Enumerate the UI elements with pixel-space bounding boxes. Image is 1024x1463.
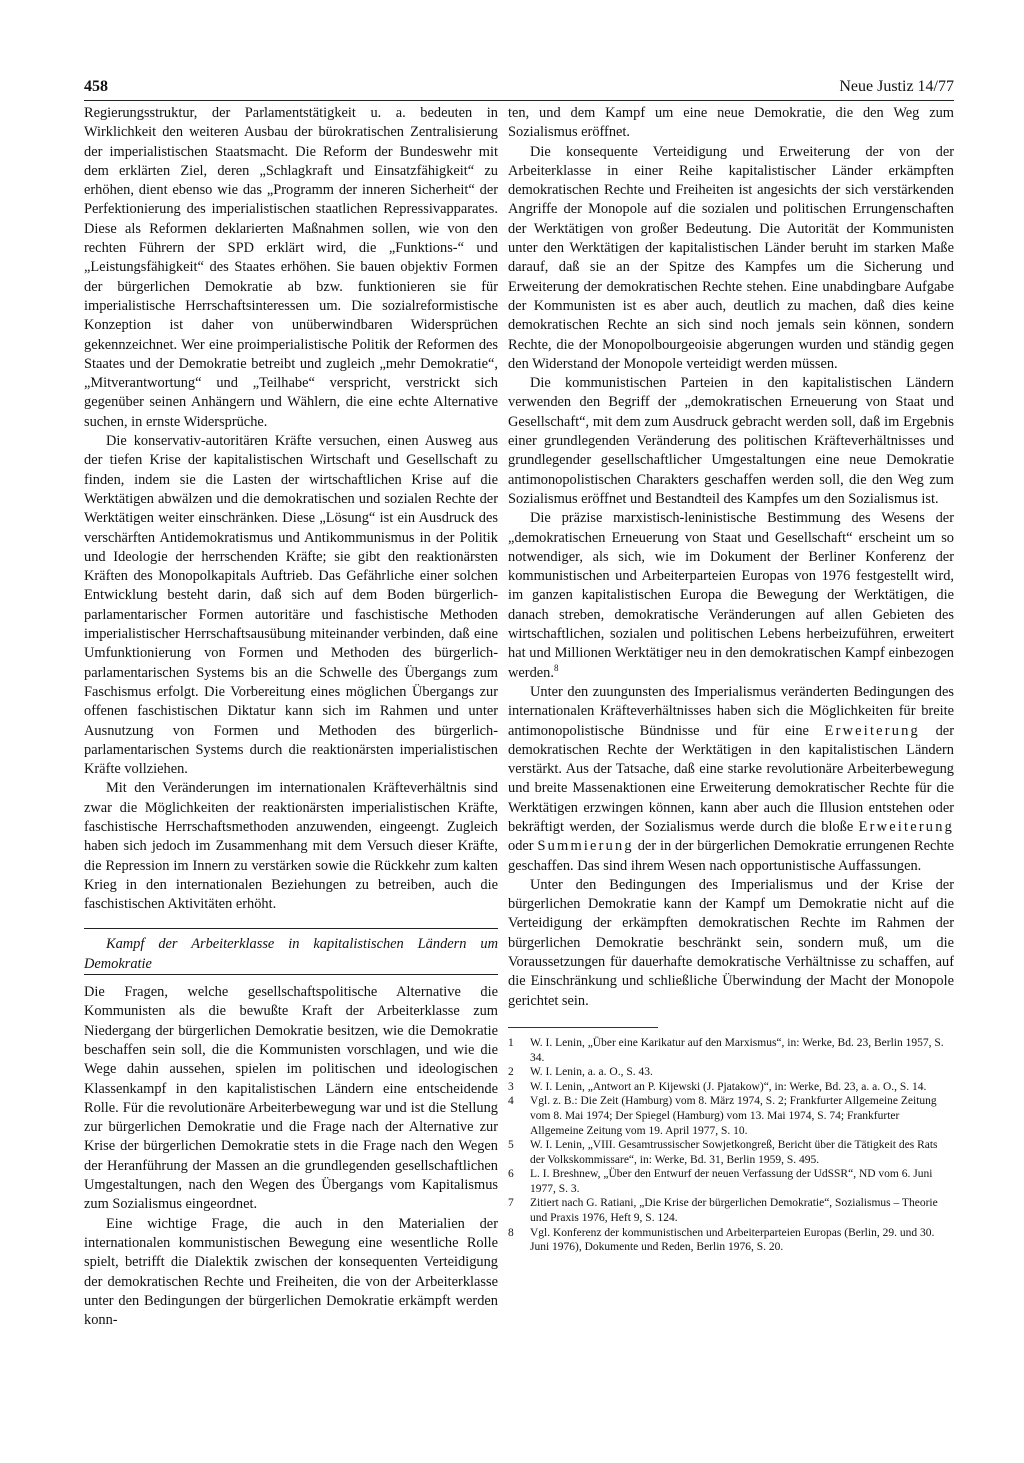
footnote-number: 5: [508, 1139, 514, 1152]
footnote: [508, 1196, 954, 1225]
paragraph: ten, und dem Kampf um eine neue Demokratie, die den Weg zum Sozialismus eröffnet.: [508, 105, 954, 141]
paragraph: Die konsequente Verteidigung und Erweiterung der von der Arbeiterklasse in einer Reihe kapitalistischer Länder erkämpften demokratischen Rechte und Freiheiten ist angesichts der sich verstärkenden Angriffe der Monopole auf die sozialen und politischen Errungenschaften der Werktätigen von großer Bedeutung. Die Autorität der Kommunisten unter den Werktätigen der kapitalistischen Länder beruht im starken Maße darauf, daß sie an der Spitze des Kampfes um die Sicherung und Erweiterung der demokratischen Rechte stehen. Eine unabdingbare Aufgabe der Kommunisten ist es aber auch, deutlich zu machen, daß dies keine demokratischen Rechte an sich sind noch jemals sein können, sondern Rechte, die der Monopolbourgeoisie abgerungen wurden und ständig gegen den Widerstand der Monopole verteidigt werden müssen.: [508, 143, 954, 372]
footnote: [508, 1226, 954, 1255]
footnote-number: 7: [508, 1197, 514, 1210]
footnote-separator: [508, 1027, 658, 1028]
paragraph: [508, 683, 954, 876]
paragraph-text: Die präzise marxistisch-leninistische Bestimmung des Wesens der „demokratischen Erneuerung von Staat und Gesellschaft“ erscheint um so notwendiger, als sich, wie im Dokument der Berliner Konferenz der kommunistischen und Arbeiterparteien Europas von 1976 festgestellt wird, im ganzen kapitalistischen Europa die Bewegung der Werktätigen, die danach streben, demokratische Veränderungen auf allen Gebieten des wirtschaftlichen, sozialen und politischen Lebens herbeizuführen, erweitert hat und Millionen Werktätiger neu in den demokratischen Kampf einbezogen werden.: [508, 510, 954, 681]
footnote-text: W. I. Lenin, a. a. O., S. 43.: [530, 1066, 653, 1079]
paragraph-text: der in der bürgerlichen Demokratie errungenen Rechte geschaffen. Das sind ihrem Wesen nach opportunistische Auffassungen.: [508, 838, 954, 874]
page-header: [84, 78, 954, 101]
paragraph: [508, 509, 954, 683]
section-heading: Kampf der Arbeiterklasse in kapitalistischen Ländern um Demokratie: [84, 936, 498, 972]
footnote-number: 8: [508, 1226, 514, 1239]
footnote: [508, 1167, 954, 1196]
paragraph: Die kommunistischen Parteien in den kapitalistischen Ländern verwenden den Begriff der „demokratischen Erneuerung von Staat und Gesellschaft“, mit dem zum Ausdruck gebracht werden soll, daß im Ergebnis einer grundlegenden Veränderung des politischen Kräfteverhältnisses und grundlegender gesellschaftlicher Umgestaltungen eine neue Demokratie antimonopolistischen Charakters geschaffen werden soll, die den Weg zum Sozialismus eröffnet und Bestandteil des Kampfes um den Sozialismus ist.: [508, 375, 954, 507]
paragraph: Die Fragen, welche gesellschaftspolitische Alternative die Kommunisten als die bewußte Kraft der Arbeiterklasse zum Niedergang der bürgerlichen Demokratie besitzen, wie die Demokratie beschaffen sein soll, die die Kommunisten vorschlagen, und wie die Wege dahin aussehen, spielen im politischen und ideologischen Klassenkampf in den kapitalistischen Ländern eine entscheidende Rolle. Für die revolutionäre Arbeiterbewegung war und ist die Stellung zur bürgerlichen Demokratie und die Frage nach der Alternative zur Krise der bürgerlichen Demokratie stets in die Frage nach den Wegen der Heranführung der Massen an die grundlegenden gesellschaftlichen Umgestaltungen, nach den Wegen des Übergangs vom Kapitalismus zum Sozialismus eingeordnet.: [84, 984, 498, 1213]
paragraph-text: oder: [508, 838, 538, 855]
journal-issue: Neue Justiz 14/77: [839, 78, 954, 95]
footnote-text: Zitiert nach G. Ratiani, „Die Krise der bürgerlichen Demokratie“, Sozialismus – Theorie und Praxis 1976, Heft 9, S. 124.: [530, 1197, 938, 1225]
footnote-number: 2: [508, 1066, 514, 1079]
footnote-text: W. I. Lenin, „Antwort an P. Kijewski (J. Pjatakow)“, in: Werke, Bd. 23, a. a. O., S. 14.: [530, 1080, 927, 1093]
spaced-emphasis: Erweiterung: [858, 818, 954, 835]
footnote: [508, 1065, 954, 1080]
right-column: [508, 104, 954, 1255]
paragraph: Regierungsstruktur, der Parlamentstätigkeit u. a. bedeuten in Wirklichkeit den weiteren Ausbau der bürokratischen Zentralisierung der imperialistischen Staatsmacht. Die Reform der Bundeswehr mit dem erklärten Ziel, deren „Schlagkraft und Einsatzfähigkeit“ zu erhöhen, dient ebenso wie das „Programm der inneren Sicherheit“ der Perfektionierung des imperialistischen staatlichen Repressivapparates. Diese als Reformen deklarierten Maßnahmen sollen, wie von den rechten Führern der SPD erklärt wird, die „Funktions-“ und „Leistungsfähigkeit“ des Staates erhöhen. Sie bauen objektiv Formen der bürgerlichen Demokratie ab bzw. funktionieren sie für imperialistische Herrschaftsinteressen um. Die sozialreformistische Konzeption ist daher von unüberwindbaren Widersprüchen gekennzeichnet. Wer eine proimperialistische Politik der Reformen des Staates und der Demokratie betreibt und zugleich „mehr Demokratie“, „Mitverantwortung“ und „Teilhabe“ verspricht, verstrickt sich gegenüber seinen Anhängern und Wählern, die eine echte Alternative suchen, in ernste Widersprüche.: [84, 105, 498, 430]
footnote: [508, 1036, 954, 1065]
footnote-text: Vgl. z. B.: Die Zeit (Hamburg) vom 8. März 1974, S. 2; Frankfurter Allgemeine Zeitung vom 8. Mai 1974; Der Spiegel (Hamburg) vom 13. Mai 1974, S. 74; Frankfurter Allgemeine Zeitung vom 19. April 1977, S. 10.: [530, 1095, 937, 1137]
footnote-number: 1: [508, 1036, 514, 1049]
footnote-number: 3: [508, 1080, 514, 1093]
spaced-emphasis: Erweiterung: [824, 722, 920, 739]
paragraph: Eine wichtige Frage, die auch in den Materialien der internationalen kommunistischen Bewegung eine wesentliche Rolle spielt, betrifft die Dialektik zwischen der konsequenten Verteidigung der demokratischen Rechte und Freiheiten, die von der Arbeiterklasse unter den Bedingungen der bürgerlichen Demokratie erkämpft werden konn-: [84, 1215, 498, 1329]
paragraph-text: Unter den zuungunsten des Imperialismus veränderten Bedingungen des internationalen Kräfteverhältnisses haben sich die Möglichkeiten für breite antimonopolistische Bündnisse und für eine: [508, 683, 954, 739]
paragraph: Die konservativ-autoritären Kräfte versuchen, einen Ausweg aus der tiefen Krise der kapitalistischen Wirtschaft und Gesellschaft zu finden, indem sie die Lasten der wirtschaftlichen Krise auf die Werktätigen abwälzen und die demokratischen und sozialen Rechte der Werktätigen weiter einschränken. Diese „Lösung“ ist ein Ausdruck des verschärften Antidemokratismus und Antikommunismus in der Politik und Ideologie der herrschenden Kräfte; sie gibt den reaktionärsten Kräften des Monopolkapitals Auftrieb. Das Gefährliche einer solchen Entwicklung besteht darin, daß sich auf dem Boden bürgerlich-parlamentarischer Formen autoritäre und faschistische Methoden imperialistischer Herrschaftsausübung miteinander verbinden, daß eine Umfunktionierung von Formen und Methoden des bürgerlich-parlamentarischen Systems bis an die Schwelle des Übergangs zum Faschismus erfolgt. Die Vorbereitung eines möglichen Übergangs zur offenen faschistischen Diktatur kann sich im Rahmen und unter Ausnutzung von Formen und Methoden des bürgerlich-parlamentarischen Systems durch die reaktionärsten imperialistischen Kräfte vollziehen.: [84, 433, 498, 778]
section-rule-bottom: [84, 974, 498, 975]
footnotes: [508, 1036, 954, 1255]
section-rule-top: [84, 928, 498, 929]
paragraph: Mit den Veränderungen im internationalen Kräfteverhältnis sind zwar die Möglichkeiten der reaktionärsten imperialistischen Kräfte, faschistische Herrschaftsmethoden anzuwenden, eingeengt. Zugleich haben sich jedoch im Zusammenhang mit dem Versuch dieser Kräfte, die Repression im Innern zu verstärken sowie die Rückkehr zum kalten Krieg in den internationalen Beziehungen zu betreiben, auch die faschistischen Aktivitäten erhöht.: [84, 780, 498, 913]
footnote-number: 4: [508, 1095, 514, 1108]
footnote-number: 6: [508, 1168, 514, 1181]
footnote-text: L. I. Breshnew, „Über den Entwurf der neuen Verfassung der UdSSR“, ND vom 6. Juni 1977, S. 3.: [530, 1168, 933, 1195]
footnote-text: W. I. Lenin, „VIII. Gesamtrussischer Sowjetkongreß, Bericht über die Tätigkeit des Rats der Volkskommissare“, in: Werke, Bd. 31, Berlin 1959, S. 495.: [530, 1139, 938, 1166]
spaced-emphasis: Summierung: [537, 838, 634, 855]
footnote-text: Vgl. Konferenz der kommunistischen und Arbeiterparteien Europas (Berlin, 29. und 30. Juni 1976), Dokumente und Reden, Berlin 1976, S. 20.: [530, 1226, 935, 1254]
paragraph-text: der demokratischen Rechte der Werktätigen in den kapitalistischen Ländern verstärkt. Aus der Tatsache, daß eine starke revolutionäre Arbeiterbewegung und breite Massenaktionen eine Erweiterung demokratischer Rechte für die Werktätigen erzwingen können, kann aber auch die Illusion entstehen oder bekräftigt werden, der Sozialismus werde durch die bloße: [508, 722, 954, 835]
footnote: [508, 1094, 954, 1138]
footnote-text: W. I. Lenin, „Über eine Karikatur auf den Marxismus“, in: Werke, Bd. 23, Berlin 1957, S. 34.: [530, 1036, 944, 1064]
footnote-ref: 8: [553, 662, 559, 673]
page-number: 458: [84, 78, 108, 95]
left-column: [84, 104, 498, 1330]
footnote: [508, 1138, 954, 1167]
footnote: [508, 1080, 954, 1095]
paragraph: Unter den Bedingungen des Imperialismus und der Krise der bürgerlichen Demokratie kann der Kampf um Demokratie nicht auf die Verteidigung der erkämpften demokratischen Rechte im Rahmen der bürgerlichen Demokratie beschränkt sein, sondern muß, um die Voraussetzungen für dauerhafte demokratische Verhältnisse zu schaffen, auf die Einschränkung und schließliche Überwindung der Macht der Monopole gerichtet sein.: [508, 876, 954, 1009]
